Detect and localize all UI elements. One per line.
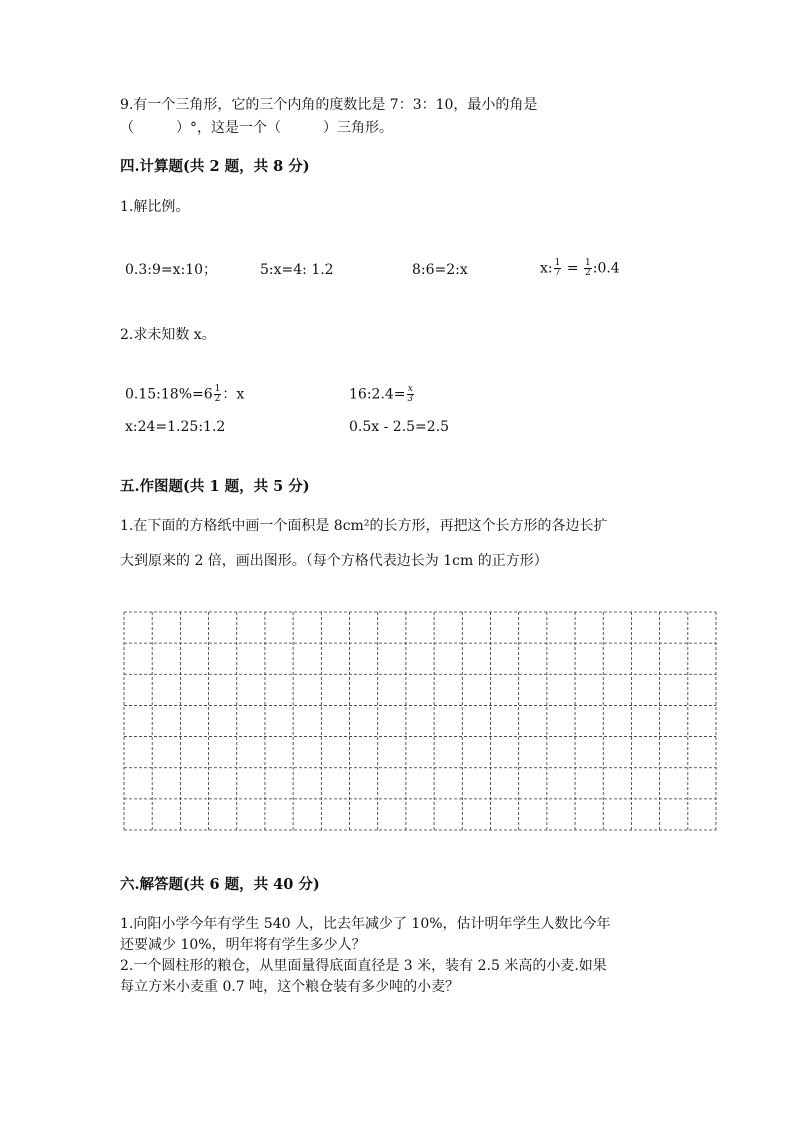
- fraction-1-2: [214, 385, 222, 404]
- fraction-denominator: 2: [214, 394, 221, 404]
- s6-q2-line1: 2.一个圆柱形的粮仓，从里面量得底面直径是 3 米，装有 2.5 米高的小麦.如果: [120, 958, 607, 974]
- s4-q1-eq3: 8:6=2:x: [412, 262, 468, 278]
- eq1-post: ：x: [222, 386, 245, 403]
- s6-q2-line2: 每立方米小麦重 0.7 吨，这个粮仓装有多少吨的小麦？: [120, 979, 460, 995]
- fraction-denominator: 3: [407, 394, 414, 404]
- dashed-grid-paper[interactable]: [123, 611, 717, 831]
- fraction-x-3: [407, 385, 415, 404]
- s4-q2-title: 2.求未知数 x。: [120, 327, 216, 343]
- s4-q2-eq2: [349, 385, 415, 404]
- fraction-numerator: 1: [585, 258, 591, 268]
- fraction-1-7: [554, 259, 562, 278]
- eq2-pre: 16:2.4=: [349, 386, 406, 403]
- eq4-mid: =: [562, 260, 583, 277]
- s5-q1-line1: 1.在下面的方格纸中画一个面积是 8cm²的长方形，再把这个长方形的各边长扩: [120, 518, 608, 534]
- fraction-denominator: 2: [585, 268, 591, 278]
- s4-q1-title: 1.解比例。: [120, 199, 190, 215]
- fraction-numerator: 1: [214, 384, 221, 394]
- s4-q2-eq3: x:24=1.25:1.2: [125, 419, 226, 435]
- section6-heading: 六.解答题(共 6 题，共 40 分): [120, 876, 320, 893]
- fraction-denominator: 7: [554, 268, 561, 278]
- q9-line2: （ ）°，这是一个（ ）三角形。: [120, 120, 393, 136]
- eq4-pre: x:: [540, 260, 553, 277]
- section4-heading: 四.计算题(共 2 题，共 8 分): [120, 158, 310, 175]
- s4-q1-eq1: 0.3:9=x:10；: [125, 262, 218, 278]
- fraction-1-2: [584, 259, 592, 278]
- s4-q1-eq4: [540, 259, 620, 278]
- s4-q2-eq1: [125, 385, 244, 404]
- eq4-post: :0.4: [592, 260, 620, 277]
- section5-heading: 五.作图题(共 1 题，共 5 分): [120, 478, 310, 495]
- eq1-pre: 0.15:18%=6: [125, 386, 213, 403]
- s5-q1-line2: 大到原来的 2 倍，画出图形。（每个方格代表边长为 1cm 的正方形）: [120, 553, 548, 569]
- fraction-numerator: 1: [554, 258, 561, 268]
- s6-q1-line2: 还要减少 10%，明年将有学生多少人？: [120, 937, 366, 953]
- s4-q2-eq4: 0.5x - 2.5=2.5: [349, 419, 450, 435]
- s4-q1-eq2: 5:x=4: 1.2: [260, 262, 334, 278]
- s6-q1-line1: 1.向阳小学今年有学生 540 人，比去年减少了 10%，估计明年学生人数比今年: [120, 916, 611, 932]
- fraction-numerator: x: [407, 384, 413, 394]
- q9-line1: 9.有一个三角形，它的三个内角的度数比是 7：3：10，最小的角是: [120, 97, 538, 113]
